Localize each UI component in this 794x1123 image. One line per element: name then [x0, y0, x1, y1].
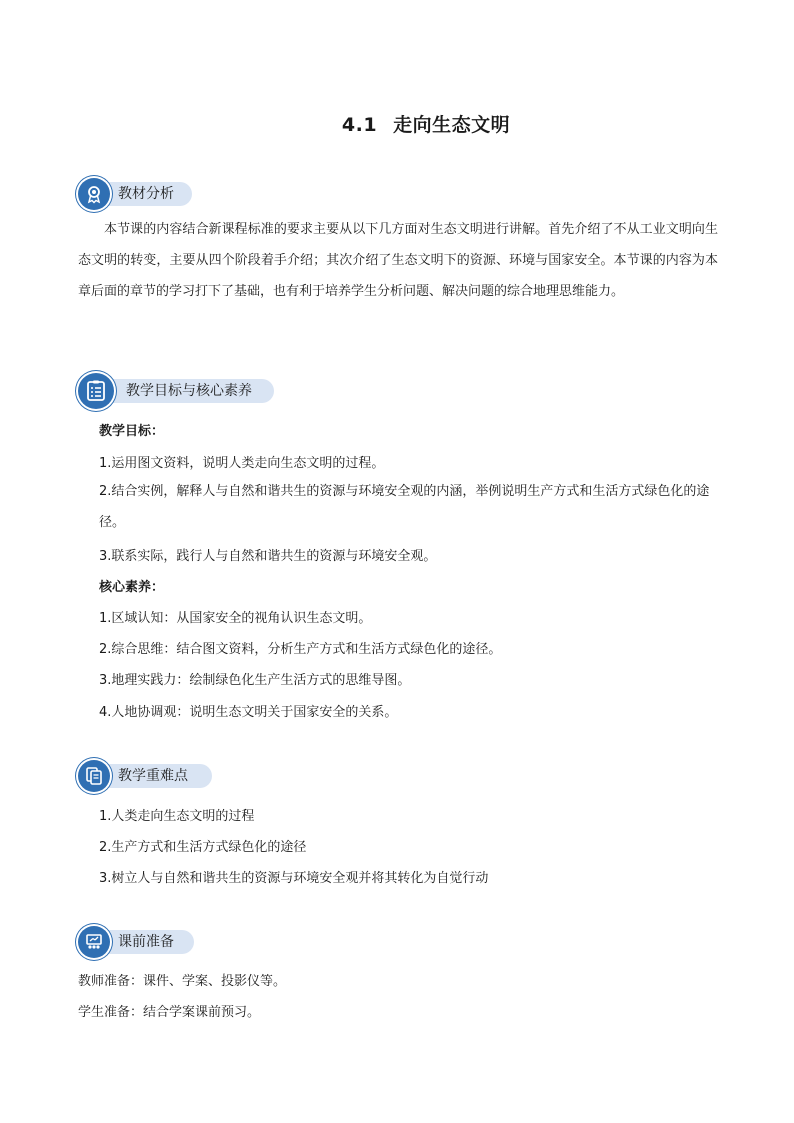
- title-text: 走向生态文明: [393, 114, 511, 136]
- student-prep: 学生准备：结合学案课前预习。: [78, 1005, 261, 1020]
- teacher-prep: 教师准备：课件、学案、投影仪等。: [78, 974, 287, 989]
- documents-stack-icon: [78, 760, 110, 792]
- list-item: 3.地理实践力：绘制绿色化生产生活方式的思维导图。: [99, 673, 411, 688]
- section-heading: 教学重难点: [92, 764, 212, 788]
- list-item: 2.综合思维：结合图文资料，分析生产方式和生活方式绿色化的途径。: [99, 642, 502, 657]
- list-item: 3.树立人与自然和谐共生的资源与环境安全观并将其转化为自觉行动: [99, 871, 489, 886]
- analysis-paragraph: 本节课的内容结合新课程标准的要求主要从以下几方面对生态文明进行讲解。首先介绍了不从工业文明向生态文明的转变，主要从四个阶段着手介绍；其次介绍了生态文明下的资源、环境与国家安全。本节课的内容为本章后面的章节的学习打下了基础，也有利于培养学生分析问题、解决问题的综合地理思维能力。: [78, 222, 718, 299]
- award-ribbon-icon: [78, 178, 110, 210]
- clipboard-list-icon: [78, 373, 114, 409]
- list-item: 1.人类走向生态文明的过程: [99, 809, 255, 824]
- list-item: 1.区域认知：从国家安全的视角认识生态文明。: [99, 611, 372, 626]
- page-title: [0, 110, 794, 137]
- goals-label: 教学目标：: [99, 424, 165, 439]
- list-item: 3.联系实际，践行人与自然和谐共生的资源与环境安全观。: [99, 549, 437, 564]
- list-item: 2.生产方式和生活方式绿色化的途径: [99, 840, 307, 855]
- presentation-board-icon: [78, 926, 110, 958]
- section-heading: 教材分析: [92, 182, 192, 206]
- list-item: 4.人地协调观：说明生态文明关于国家安全的关系。: [99, 705, 398, 720]
- section-heading: 教学目标与核心素养: [92, 379, 274, 403]
- list-item: 1.运用图文资料，说明人类走向生态文明的过程。: [99, 456, 385, 471]
- title-number: 4.1: [341, 114, 378, 136]
- list-item: 2.结合实例，解释人与自然和谐共生的资源与环境安全观的内涵，举例说明生产方式和生活方式绿色化的途径。: [99, 484, 710, 530]
- section-heading: 课前准备: [92, 930, 194, 954]
- core-label: 核心素养：: [99, 580, 165, 595]
